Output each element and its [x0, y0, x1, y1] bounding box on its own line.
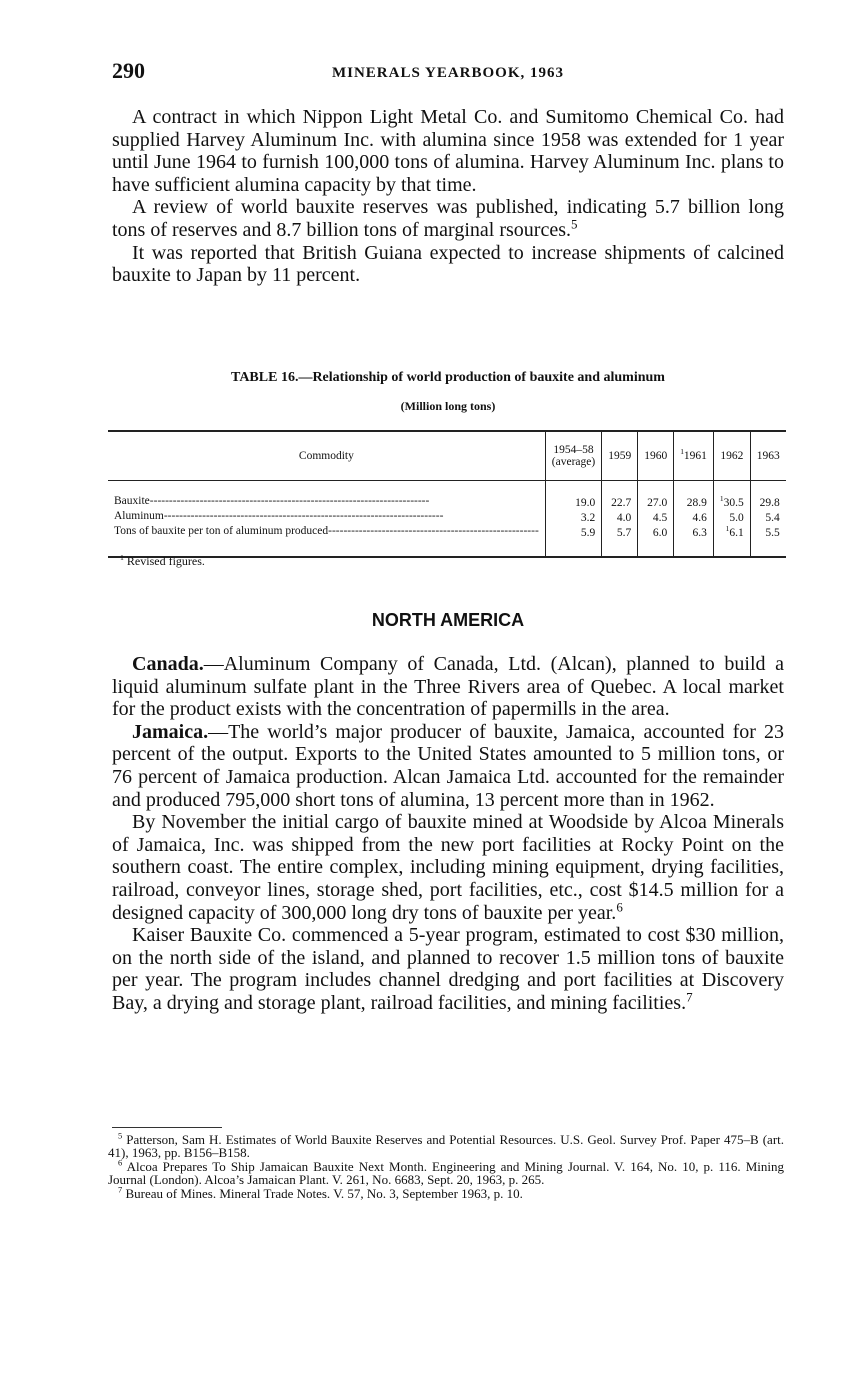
- footnote-mark: 5: [118, 1130, 123, 1141]
- cell-value: 6.1: [729, 526, 744, 539]
- paragraph: [112, 242, 784, 287]
- row-label-value: Tons of bauxite per ton of aluminum produced: [114, 525, 329, 537]
- row-label-text: Bauxite-------------------------------------------------------------------------: [114, 495, 430, 507]
- table-cell: 5.4: [750, 510, 786, 525]
- row-label: [108, 510, 545, 525]
- footnote-mark: 7: [118, 1184, 123, 1195]
- table-cell: 3.2: [545, 510, 601, 525]
- table-footnote-text: Revised figures.: [126, 554, 205, 568]
- paragraph: [112, 811, 784, 924]
- paragraph: [112, 924, 784, 1014]
- table-cell: 4.6: [674, 510, 714, 525]
- table-row: [108, 525, 786, 557]
- column-header: Commodity: [298, 450, 354, 462]
- footnote: [108, 1157, 784, 1187]
- paragraph-text: It was reported that British Guiana expected to increase shipments of calcined bauxite to Japan by 11 percent.: [112, 241, 784, 287]
- row-label-text: Tons of bauxite per ton of aluminum produced-------------------------------------------------------: [114, 525, 539, 537]
- footnote-text: Alcoa Prepares To Ship Jamaican Bauxite Next Month. Engineering and Mining Journal. V. 164, No. 10, p. 116. Mining Journal (London). Alcoa’s Jamaican Plant. V. 261, No. 6683, Sept. 20, 1963, p. 265.: [108, 1159, 784, 1187]
- column-header: 1963: [750, 431, 786, 481]
- table-cell: 5.5: [750, 525, 786, 557]
- table-cell: [713, 481, 750, 511]
- row-label-text: Aluminum-------------------------------------------------------------------------: [114, 510, 444, 522]
- footnote-ref: 1: [120, 553, 124, 562]
- row-label-value: Aluminum: [114, 510, 164, 522]
- paragraph: [112, 653, 784, 721]
- column-header: 1959: [602, 431, 638, 481]
- table-row: [108, 510, 786, 525]
- column-header: [674, 431, 714, 481]
- table-subtitle: (Million long tons): [400, 399, 496, 413]
- column-header: 1954–58 (average): [545, 431, 601, 481]
- footnote-ref: 1: [680, 447, 684, 457]
- table-cell: 29.8: [750, 481, 786, 511]
- footnote: [108, 1130, 785, 1160]
- footnote-text: Bureau of Mines. Mineral Trade Notes. V. 57, No. 3, September 1963, p. 10.: [125, 1186, 523, 1201]
- running-title: MINERALS YEARBOOK, 1963: [331, 65, 565, 81]
- row-label: [108, 481, 545, 511]
- country-heading: Jamaica.: [132, 720, 209, 743]
- footnote-ref: 1: [725, 523, 730, 533]
- paragraph: [112, 106, 784, 196]
- table-row: [108, 481, 786, 511]
- section-heading: NORTH AMERICA: [371, 610, 525, 630]
- paragraph: [112, 196, 784, 241]
- table-cell: 4.0: [602, 510, 638, 525]
- footnotes: [108, 1130, 785, 1201]
- table-cell: 6.3: [674, 525, 714, 557]
- intro-text: [112, 106, 784, 287]
- paragraph-text: —Aluminum Company of Canada, Ltd. (Alcan), planned to build a liquid aluminum sulfate plant in the Three Rivers area of Quebec. A local market for the product exists with the concentration of papermills in the area.: [112, 653, 784, 721]
- paragraph-text: Kaiser Bauxite Co. commenced a 5-year program, estimated to cost $30 million, on the north side of the island, and planned to recover 1.5 million tons of bauxite per year. The program includes channel dredging and port facilities at Discovery Bay, a drying and storage plant, railroad facilities, and mining facilities.: [112, 924, 784, 1014]
- footnote-ref: 7: [686, 989, 693, 1005]
- table-cell: 27.0: [638, 481, 674, 511]
- section-text: [112, 653, 784, 1015]
- paragraph-text: A review of world bauxite reserves was published, indicating 5.7 billion long tons of reserves and 8.7 billion tons of marginal rsources.: [112, 196, 784, 241]
- table-footnote: [120, 554, 205, 569]
- paragraph: [112, 721, 784, 811]
- table-cell: 5.0: [713, 510, 750, 525]
- footnote-mark: 6: [118, 1157, 123, 1168]
- footnote-divider: [112, 1127, 222, 1128]
- table-header-row: [108, 431, 786, 481]
- table-cell: 5.9: [545, 525, 601, 557]
- footnote-ref: 5: [570, 216, 578, 232]
- table-cell: 4.5: [638, 510, 674, 525]
- table-cell: [713, 525, 750, 557]
- footnote-text: Patterson, Sam H. Estimates of World Bauxite Reserves and Potential Resources. U.S. Geol. Survey Prof. Paper 475–B (art. 41), 1963, pp. B156–B158.: [108, 1132, 785, 1160]
- row-label: [108, 525, 545, 557]
- data-table: [108, 430, 786, 558]
- column-header-text: 1961: [683, 450, 707, 462]
- footnote: [108, 1184, 784, 1201]
- footnote-ref: 6: [616, 898, 623, 914]
- country-heading: Canada.: [132, 653, 204, 675]
- table-cell: 19.0: [545, 481, 601, 511]
- paragraph-text: —The world’s major producer of bauxite, Jamaica, accounted for 23 percent of the output. Exports to the United States amounted to 5 million tons, or 76 percent of Jamaica production. Alcan Jamaica Ltd. accounted for the remainder and produced 795,000 short tons of alumina, 13 percent more than in 1962.: [112, 720, 784, 811]
- table-title: TABLE 16.—Relationship of world production of bauxite and aluminum: [231, 370, 665, 385]
- column-header: 1960: [638, 431, 674, 481]
- page-number: 290: [112, 58, 145, 83]
- paragraph-text: A contract in which Nippon Light Metal Co. and Sumitomo Chemical Co. had supplied Harvey Aluminum Inc. with alumina since 1958 was extended for 1 year until June 1964 to furnish 100,000 tons of alumina. Harvey Aluminum Inc. plans to have sufficient alumina capacity by that time.: [112, 106, 784, 196]
- table-cell: 28.9: [674, 481, 714, 511]
- row-label-value: Bauxite: [114, 495, 150, 507]
- table-cell: 6.0: [638, 525, 674, 557]
- footnote-ref: 1: [719, 493, 724, 503]
- cell-value: 30.5: [723, 496, 744, 509]
- table-cell: 5.7: [602, 525, 638, 557]
- paragraph-text: By November the initial cargo of bauxite mined at Woodside by Alcoa Minerals of Jamaica, Inc. was shipped from the new port facilities at Rocky Point on the southern coast. The entire complex, including mining equipment, drying facilities, railroad, conveyor lines, storage shed, port facilities, etc., cost $14.5 million for a designed capacity of 300,000 long dry tons of bauxite per year.: [112, 811, 784, 924]
- table-cell: 22.7: [602, 481, 638, 511]
- column-header: 1962: [713, 431, 750, 481]
- page-header: [112, 58, 784, 88]
